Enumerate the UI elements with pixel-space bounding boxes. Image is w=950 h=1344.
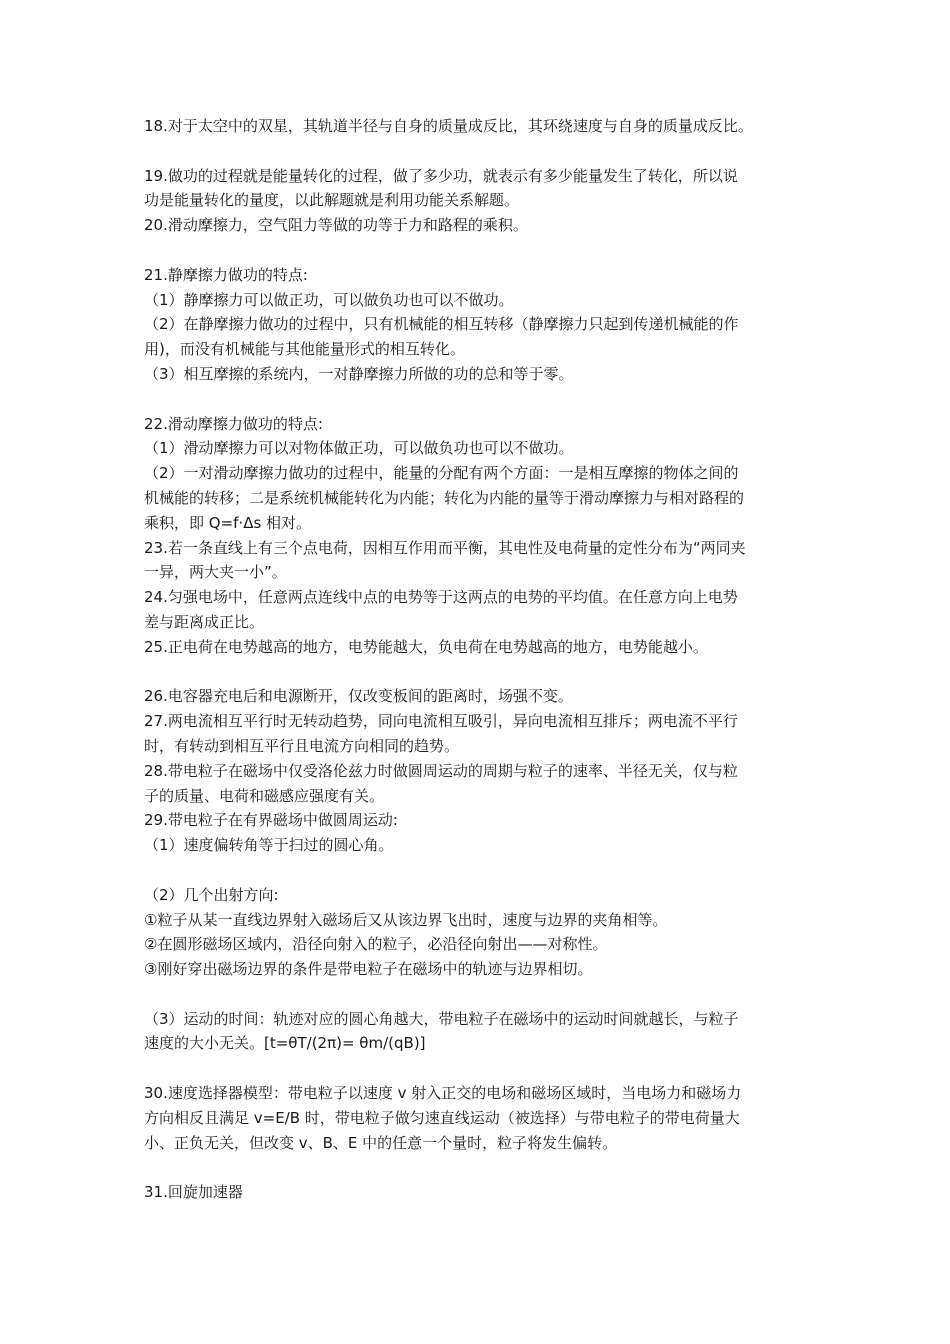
blank-line: [144, 238, 824, 263]
blank-line: [144, 1155, 824, 1180]
text-line: ①粒子从某一直线边界射入磁场后又从该边界飞出时，速度与边界的夹角相等。: [144, 910, 668, 929]
text-line: 28.带电粒子在磁场中仅受洛伦兹力时做圆周运动的周期与粒子的速率、半径无关，仅与粒: [144, 761, 738, 780]
text-line: ②在圆形磁场区域内，沿径向射入的粒子，必沿径向射出——对称性。: [144, 935, 608, 954]
text-line: 差与距离成正比。: [144, 612, 265, 631]
text-line: 26.电容器充电后和电源断开，仅改变板间的距离时，场强不变。: [144, 687, 573, 706]
text-line: 速度的大小无关。[t=θT/(2π)= θm/(qB)]: [144, 1034, 426, 1053]
text-line: 用)，而没有机械能与其他能量形式的相互转化。: [144, 340, 465, 359]
text-line: （2）几个出射方向:: [144, 885, 279, 904]
blank-line: [144, 982, 824, 1007]
text-line: 功是能量转化的量度，以此解题就是利用功能关系解题。: [144, 191, 520, 210]
blank-line: [144, 660, 824, 685]
text-line: 30.速度选择器模型：带电粒子以速度 v 射入正交的电场和磁场区域时，当电场力和磁场力: [144, 1084, 742, 1103]
text-line: 27.两电流相互平行时无转动趋势，同向电流相互吸引，异向电流相互排斥；两电流不平行: [144, 712, 738, 731]
text-line: 25.正电荷在电势越高的地方，电势能越大，负电荷在电势越高的地方，电势能越小。: [144, 637, 708, 656]
text-line: 31.回旋加速器: [144, 1183, 243, 1202]
text-line: 29.带电粒子在有界磁场中做圆周运动:: [144, 811, 398, 830]
blank-line: [144, 1056, 824, 1081]
text-line: （1）滑动摩擦力可以对物体做正功，可以做负功也可以不做功。: [144, 439, 574, 458]
text-line: 23.若一条直线上有三个点电荷，因相互作用而平衡，其电性及电荷量的定性分布为“两同夹: [144, 538, 746, 557]
blank-line: [144, 858, 824, 883]
text-line: （2）在静摩擦力做功的过程中，只有机械能的相互转移（静摩擦力只起到传递机械能的作: [144, 315, 739, 334]
text-line: ③刚好穿出磁场边界的条件是带电粒子在磁场中的轨迹与边界相切。: [144, 960, 593, 979]
text-line: 18.对于太空中的双星，其轨道半径与自身的质量成反比，其环绕速度与自身的质量成反比。: [144, 117, 753, 135]
document-body: [144, 114, 824, 1205]
text-line: 一异，两大夹一小”。: [144, 563, 287, 582]
text-line: （1）速度偏转角等于扫过的圆心角。: [144, 836, 394, 855]
text-line: 子的质量、电荷和磁感应强度有关。: [144, 786, 385, 805]
text-line: （3）相互摩擦的系统内，一对静摩擦力所做的功的总和等于零。: [144, 364, 574, 383]
text-line: 时，有转动到相互平行且电流方向相同的趋势。: [144, 736, 460, 755]
text-line: 20.滑动摩擦力，空气阻力等做的功等于力和路程的乘积。: [144, 216, 528, 235]
text-line: （3）运动的时间：轨迹对应的圆心角越大，带电粒子在磁场中的运动时间就越长，与粒子: [144, 1009, 739, 1028]
blank-line: [144, 387, 824, 412]
text-line: 21.静摩擦力做功的特点:: [144, 265, 308, 284]
text-line: 乘积，即 Q=f·Δs 相对。: [144, 513, 312, 532]
text-line: 19.做功的过程就是能量转化的过程，做了多少功，就表示有多少能量发生了转化，所以说: [144, 166, 738, 185]
text-line: 方向相反且满足 v=E/B 时，带电粒子做匀速直线运动（被选择）与带电粒子的带电荷量大: [144, 1108, 740, 1127]
text-line: 22.滑动摩擦力做功的特点:: [144, 414, 323, 433]
blank-line: [144, 139, 824, 164]
text-line: （1）静摩擦力可以做正功，可以做负功也可以不做功。: [144, 290, 514, 309]
text-line: 小、正负无关，但改变 v、B、E 中的任意一个量时，粒子将发生偏转。: [144, 1133, 618, 1152]
text-line: 24.匀强电场中，任意两点连线中点的电势等于这两点的电势的平均值。在任意方向上电势: [144, 588, 738, 607]
text-line: （2）一对滑动摩擦力做功的过程中，能量的分配有两个方面：一是相互摩擦的物体之间的: [144, 464, 739, 483]
text-line: 机械能的转移；二是系统机械能转化为内能；转化为内能的量等于滑动摩擦力与相对路程的: [144, 488, 745, 507]
